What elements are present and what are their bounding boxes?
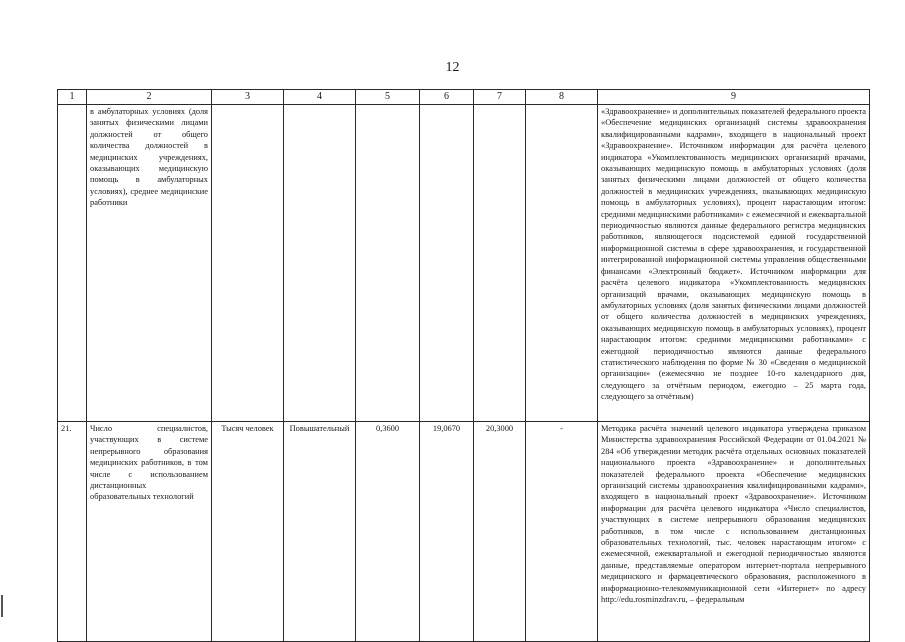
value-cell: 0,3600 <box>356 422 420 642</box>
unit-cell <box>212 105 284 422</box>
column-header: 6 <box>420 90 474 105</box>
table-row <box>58 422 870 642</box>
page-number: 12 <box>445 60 460 75</box>
indicator-name: в амбулаторных условиях (доля занятых физическими лицами должностей от общего количества должностей в медицинских учреждениях, оказывающих медицинскую помощь в амбулаторных условиях), среднее медицинские работники <box>87 105 212 422</box>
row-number: 21. <box>58 422 87 642</box>
unit-cell: Тысяч человек <box>212 422 284 642</box>
value-cell: 19,0670 <box>420 422 474 642</box>
value-cell: 20,3000 <box>474 422 526 642</box>
column-header: 1 <box>58 90 87 105</box>
table-header-row <box>58 90 870 105</box>
column-header: 4 <box>284 90 356 105</box>
column-header: 2 <box>87 90 212 105</box>
method-description: Методика расчёта значений целевого индикатора утверждена приказом Министерства здравоохранения Российской Федерации от 01.04.2021 № 284 «Об утверждении методик расчёта отдельных основных показателей национального проекта «Здравоохранение» и дополнительных показателей федерального проекта «Обеспечение медицинских организаций системы здравоохранения квалифицированными кадрами», входящего в национальный проект «Здравоохранение». Источником информации для расчёта целевого индикатора «Число специалистов, участвующих в системе непрерывного образования медицинских работников, в том числе с использованием дистанционных образовательных технологий, тыс. человек нарастающим итогом» с ежемесячной, ежеквартальной и ежегодной периодичностью являются данные, представляемые оператором интернет-портала непрерывного медицинского и фармацевтического образования, расположенного в информационно-телекоммуникационной сети «Интернет» по адресу http://edu.rosminzdrav.ru, – федеральным <box>598 422 870 642</box>
row-number <box>58 105 87 422</box>
type-cell <box>284 105 356 422</box>
column-header: 7 <box>474 90 526 105</box>
column-header: 3 <box>212 90 284 105</box>
column-header: 8 <box>526 90 598 105</box>
type-cell: Повышательный <box>284 422 356 642</box>
value-cell <box>474 105 526 422</box>
value-cell <box>356 105 420 422</box>
table-row <box>58 105 870 422</box>
indicator-table <box>57 89 870 642</box>
indicator-name: Число специалистов, участвующих в системе непрерывного образования медицинских работников, в том числе с использованием дистанционных образовательных технологий <box>87 422 212 642</box>
scan-edge-mark <box>1 595 3 617</box>
column-header: 9 <box>598 90 870 105</box>
column-header: 5 <box>356 90 420 105</box>
value-cell <box>526 105 598 422</box>
value-cell: - <box>526 422 598 642</box>
value-cell <box>420 105 474 422</box>
method-description: «Здравоохранение» и дополнительных показателей федерального проекта «Обеспечение медицинских организаций системы здравоохранения квалифицированными кадрами», входящего в национальный проект «Здравоохранение». Источником информации для расчёта целевого индикатора «Укомплектованность медицинских организаций врачами, оказывающих медицинскую помощь в амбулаторных условиях (доля занятых физическими лицами должностей от общего количества должностей в медицинских учреждениях, оказывающих медицинскую помощь в амбулаторных условиях), процент нарастающим итогом: средними медицинскими работниками» с ежемесячной и ежеквартальной периодичностью являются данные федерального регистра медицинских работников, являющегося подсистемой единой государственной информационной системы в сфере здравоохранения, и государственной интегрированной информационной системы управления общественными финансами «Электронный бюджет». Источником информации для расчёта целевого индикатора «Укомплектованность медицинских организаций врачами, оказывающих медицинскую помощь в амбулаторных условиях (доля занятых физическими лицами должностей от общего количества должностей в медицинских учреждениях, оказывающих медицинскую помощь в амбулаторных условиях), процент нарастающим итогом: средними медицинскими работниками» с ежегодной периодичностью являются данные федерального статистического наблюдения по форме № 30 «Сведения о медицинской организации» (ежемесячно не позднее 10-го календарного дня, следующего за отчётным периодом, ежегодно – 25 марта года, следующего за отчётным) <box>598 105 870 422</box>
